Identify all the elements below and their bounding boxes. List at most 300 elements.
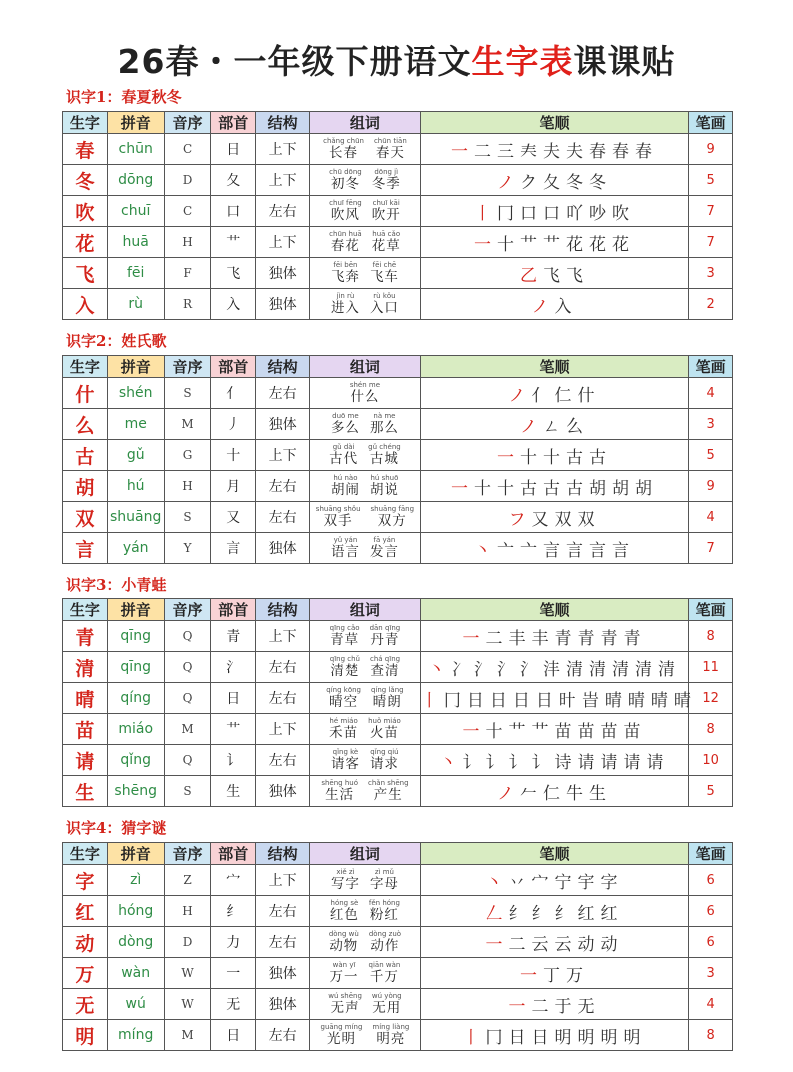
- cell-structure: 独体: [256, 258, 310, 289]
- header-order: 音序: [164, 112, 211, 134]
- cell-char: 春: [63, 134, 108, 165]
- word: [321, 780, 358, 803]
- cell-order: W: [164, 989, 211, 1020]
- cell-strokes: [420, 227, 688, 258]
- word: [331, 475, 360, 498]
- stroke-step: 晴: [650, 690, 668, 711]
- stroke-step: 二: [531, 996, 549, 1017]
- cell-words: [310, 471, 421, 502]
- cell-strokes: [420, 1020, 688, 1051]
- word-pinyin: chǎn shēng: [368, 778, 409, 787]
- table-header-row: [63, 843, 733, 865]
- header-strokes: 笔顺: [420, 356, 688, 378]
- word-pinyin: huǒ miáo: [368, 716, 401, 725]
- cell-words: [310, 865, 421, 896]
- word-text: 语言: [330, 543, 360, 560]
- word: [330, 625, 360, 648]
- cell-radical: 日: [211, 683, 256, 714]
- stroke-step: 仁: [543, 783, 561, 804]
- cell-strokes: [420, 471, 688, 502]
- stroke-step: 艹: [543, 234, 561, 255]
- table-header-row: [63, 599, 733, 621]
- word-group: [310, 993, 420, 1016]
- cell-words: [310, 533, 421, 564]
- word-pinyin: gǔ dài: [332, 442, 355, 451]
- word-text: 发言: [369, 543, 399, 560]
- word-group: [310, 718, 420, 741]
- stroke-step: 十: [520, 447, 538, 468]
- stroke-step: 苗: [600, 721, 618, 742]
- word-group: [310, 413, 420, 436]
- cell-char: 苗: [63, 714, 108, 745]
- stroke-step: 于: [554, 996, 572, 1017]
- cell-structure: 左右: [256, 378, 310, 409]
- word-text: 无声: [330, 999, 360, 1016]
- word: [372, 231, 401, 254]
- stroke-step: 云: [531, 934, 549, 955]
- stroke-step: 飞: [543, 265, 561, 286]
- stroke-step: 氵: [474, 659, 492, 680]
- cell-order: W: [164, 958, 211, 989]
- stroke-step: 乙: [520, 265, 538, 286]
- word-text: 晴空: [329, 693, 359, 710]
- cell-words: [310, 776, 421, 807]
- word-group: [310, 656, 420, 679]
- stroke-step: 夂: [543, 172, 561, 193]
- stroke-step: 丷: [508, 872, 526, 893]
- stroke-step: 二: [485, 628, 503, 649]
- cell-radical: 丿: [211, 409, 256, 440]
- cell-count: 8: [689, 1020, 733, 1051]
- stroke-step: 花: [566, 234, 584, 255]
- word-text: 清楚: [330, 662, 360, 679]
- stroke-step: 古: [566, 478, 584, 499]
- stroke-step: 讠: [462, 752, 480, 773]
- cell-order: Q: [164, 745, 211, 776]
- cell-char: 晴: [63, 683, 108, 714]
- cell-char: 青: [63, 621, 108, 652]
- cell-radical: 力: [211, 927, 256, 958]
- page-title: [0, 40, 793, 84]
- word: [370, 537, 399, 560]
- cell-order: Y: [164, 533, 211, 564]
- stroke-step: 动: [600, 934, 618, 955]
- word-pinyin: zì mǔ: [374, 867, 394, 876]
- stroke-step: 仁: [554, 385, 572, 406]
- cell-words: [310, 258, 421, 289]
- stroke-step: 苗: [577, 721, 595, 742]
- cell-radical: 日: [211, 1020, 256, 1051]
- cell-strokes: [420, 958, 688, 989]
- cell-order: Q: [164, 652, 211, 683]
- word-text: 飞车: [369, 268, 399, 285]
- word: [329, 444, 358, 467]
- word-text: 晴朗: [372, 693, 402, 710]
- cell-structure: 上下: [256, 621, 310, 652]
- cell-structure: 左右: [256, 1020, 310, 1051]
- stroke-step: ノ: [520, 416, 538, 437]
- stroke-step: 日: [508, 1027, 526, 1048]
- section-title: 识字4：猜字谜: [66, 819, 167, 837]
- cell-order: Q: [164, 683, 211, 714]
- word: [370, 413, 399, 436]
- stroke-step: フ: [508, 509, 526, 530]
- stroke-step: 清: [635, 659, 653, 680]
- title-highlight: 生字表: [471, 42, 574, 81]
- stroke-step: 纟: [508, 903, 526, 924]
- cell-strokes: [420, 776, 688, 807]
- cell-pinyin: qǐng: [107, 745, 164, 776]
- stroke-step: 一: [520, 965, 538, 986]
- cell-structure: 左右: [256, 471, 310, 502]
- stroke-step: 口: [520, 203, 538, 224]
- cell-structure: 左右: [256, 502, 310, 533]
- cell-words: [310, 683, 421, 714]
- header-structure: 结构: [256, 843, 310, 865]
- word-pinyin: fā yán: [373, 535, 396, 544]
- stroke-step: 清: [658, 659, 676, 680]
- header-char: 生字: [63, 843, 108, 865]
- cell-radical: 入: [211, 289, 256, 320]
- cell-words: [310, 1020, 421, 1051]
- word-pinyin: wú yòng: [371, 991, 402, 1000]
- cell-words: [310, 289, 421, 320]
- cell-radical: 生: [211, 776, 256, 807]
- stroke-step: 十: [497, 478, 515, 499]
- cell-count: 3: [689, 258, 733, 289]
- header-count: 笔画: [689, 599, 733, 621]
- stroke-step: 无: [577, 996, 595, 1017]
- stroke-step: 晴: [627, 690, 645, 711]
- word-text: 双手: [323, 512, 353, 529]
- cell-structure: 独体: [256, 989, 310, 1020]
- cell-radical: 飞: [211, 258, 256, 289]
- stroke-step: 吵: [589, 203, 607, 224]
- cell-pinyin: hóng: [107, 896, 164, 927]
- cell-structure: 左右: [256, 745, 310, 776]
- table-row: [63, 714, 733, 745]
- table-row: [63, 865, 733, 896]
- word-group: [310, 780, 420, 803]
- cell-order: R: [164, 289, 211, 320]
- cell-pinyin: huā: [107, 227, 164, 258]
- stroke-step: ノ: [531, 296, 549, 317]
- word: [329, 200, 362, 223]
- word-text: 长春: [329, 144, 359, 161]
- word: [329, 931, 359, 954]
- word: [371, 687, 404, 710]
- stroke-step: 宁: [554, 872, 572, 893]
- word-group: [310, 869, 420, 892]
- word: [372, 200, 401, 223]
- stroke-step: 清: [589, 659, 607, 680]
- stroke-step: 明: [554, 1027, 572, 1048]
- word-group: [310, 900, 420, 923]
- stroke-step: 纟: [554, 903, 572, 924]
- word-text: 春天: [375, 144, 405, 161]
- header-strokes: 笔顺: [420, 843, 688, 865]
- cell-structure: 独体: [256, 289, 310, 320]
- word: [368, 444, 401, 467]
- table-row: [63, 927, 733, 958]
- cell-char: 入: [63, 289, 108, 320]
- char-table: [62, 842, 733, 1051]
- word-text: 粉红: [369, 906, 399, 923]
- table-row: [63, 289, 733, 320]
- cell-radical: 月: [211, 471, 256, 502]
- stroke-step: 诗: [554, 752, 572, 773]
- cell-count: 10: [689, 745, 733, 776]
- word-group: [310, 262, 420, 285]
- word: [372, 1024, 409, 1047]
- header-count: 笔画: [689, 843, 733, 865]
- cell-radical: 夂: [211, 165, 256, 196]
- cell-words: [310, 652, 421, 683]
- word: [331, 293, 360, 316]
- word-pinyin: chū dōng: [329, 167, 362, 176]
- cell-char: 双: [63, 502, 108, 533]
- cell-words: [310, 165, 421, 196]
- stroke-step: 丁: [543, 965, 561, 986]
- table-header-row: [63, 112, 733, 134]
- cell-pinyin: míng: [107, 1020, 164, 1051]
- word: [330, 656, 360, 679]
- cell-count: 9: [689, 134, 733, 165]
- word-group: [310, 444, 420, 467]
- stroke-step: 古: [543, 478, 561, 499]
- stroke-step: 旪: [558, 690, 576, 711]
- char-table: [62, 598, 733, 807]
- cell-pinyin: shuāng: [107, 502, 164, 533]
- cell-structure: 左右: [256, 896, 310, 927]
- word-pinyin: qǐng qiú: [370, 747, 399, 756]
- stroke-step: 清: [566, 659, 584, 680]
- word-group: [310, 537, 420, 560]
- stroke-step: 双: [554, 509, 572, 530]
- stroke-step: 夫: [566, 141, 584, 162]
- stroke-step: 亠: [497, 540, 515, 561]
- stroke-step: 讠: [485, 752, 503, 773]
- stroke-step: 二: [474, 141, 492, 162]
- cell-order: M: [164, 714, 211, 745]
- stroke-step: 日: [489, 690, 507, 711]
- stroke-step: 晴: [673, 690, 691, 711]
- cell-count: 7: [689, 196, 733, 227]
- cell-strokes: [420, 652, 688, 683]
- stroke-step: 飞: [566, 265, 584, 286]
- cell-order: D: [164, 165, 211, 196]
- cell-pinyin: rù: [107, 289, 164, 320]
- cell-structure: 独体: [256, 409, 310, 440]
- table-row: [63, 1020, 733, 1051]
- word-text: 千万: [369, 968, 399, 985]
- cell-words: [310, 927, 421, 958]
- stroke-step: 青: [554, 628, 572, 649]
- cell-char: 冬: [63, 165, 108, 196]
- stroke-step: 一: [462, 628, 480, 649]
- word: [328, 993, 362, 1016]
- stroke-step: 请: [577, 752, 595, 773]
- stroke-step: 冫: [451, 659, 469, 680]
- cell-char: 胡: [63, 471, 108, 502]
- cell-pinyin: zì: [107, 865, 164, 896]
- word-pinyin: jìn rù: [336, 291, 355, 300]
- stroke-step: 氵: [497, 659, 515, 680]
- word-pinyin: hóng sè: [330, 898, 359, 907]
- word-text: 丹青: [370, 631, 400, 648]
- cell-structure: 上下: [256, 714, 310, 745]
- cell-order: H: [164, 896, 211, 927]
- stroke-step: 请: [623, 752, 641, 773]
- table-row: [63, 440, 733, 471]
- cell-radical: 纟: [211, 896, 256, 927]
- word-text: 吹风: [330, 206, 360, 223]
- word-pinyin: duō me: [332, 411, 359, 420]
- word: [370, 869, 399, 892]
- cell-strokes: [420, 745, 688, 776]
- word: [372, 169, 401, 192]
- cell-strokes: [420, 289, 688, 320]
- word-pinyin: chūn tiān: [373, 136, 407, 145]
- stroke-step: 入: [554, 296, 572, 317]
- word: [374, 138, 407, 161]
- cell-count: 4: [689, 378, 733, 409]
- cell-count: 6: [689, 927, 733, 958]
- title-suffix: 课课贴: [573, 42, 676, 81]
- stroke-step: 青: [623, 628, 641, 649]
- cell-structure: 上下: [256, 440, 310, 471]
- word: [368, 780, 409, 803]
- word: [331, 413, 360, 436]
- cell-pinyin: hú: [107, 471, 164, 502]
- cell-structure: 上下: [256, 134, 310, 165]
- stroke-step: 言: [589, 540, 607, 561]
- header-order: 音序: [164, 599, 211, 621]
- stroke-step: 牛: [566, 783, 584, 804]
- cell-words: [310, 134, 421, 165]
- stroke-step: 二: [508, 934, 526, 955]
- cell-count: 11: [689, 652, 733, 683]
- word-pinyin: shuāng shǒu: [315, 504, 361, 513]
- stroke-step: 什: [577, 385, 595, 406]
- word-text: 禾苗: [329, 724, 359, 741]
- word-group: [310, 200, 420, 223]
- stroke-step: 日: [466, 690, 484, 711]
- cell-structure: 左右: [256, 927, 310, 958]
- cell-strokes: [420, 134, 688, 165]
- cell-char: 飞: [63, 258, 108, 289]
- cell-pinyin: yán: [107, 533, 164, 564]
- cell-order: H: [164, 471, 211, 502]
- stroke-step: 宀: [531, 872, 549, 893]
- header-pinyin: 拼音: [107, 599, 164, 621]
- word-pinyin: chuī fēng: [329, 198, 362, 207]
- cell-structure: 独体: [256, 958, 310, 989]
- stroke-step: 春: [589, 141, 607, 162]
- stroke-step: 亻: [531, 385, 549, 406]
- stroke-step: 明: [600, 1027, 618, 1048]
- word-group: [310, 138, 420, 161]
- cell-structure: 独体: [256, 533, 310, 564]
- cell-radical: 言: [211, 533, 256, 564]
- word-text: 字母: [369, 875, 399, 892]
- table-row: [63, 471, 733, 502]
- cell-order: M: [164, 409, 211, 440]
- word-group: [310, 231, 420, 254]
- stroke-step: 一: [462, 721, 480, 742]
- stroke-step: 苗: [623, 721, 641, 742]
- header-strokes: 笔顺: [420, 599, 688, 621]
- word-group: [310, 931, 420, 954]
- header-order: 音序: [164, 356, 211, 378]
- stroke-step: 氵: [520, 659, 538, 680]
- cell-strokes: [420, 683, 691, 714]
- stroke-step: 丶: [474, 540, 492, 561]
- cell-words: [310, 196, 421, 227]
- cell-order: D: [164, 927, 211, 958]
- cell-char: 万: [63, 958, 108, 989]
- cell-pinyin: wàn: [107, 958, 164, 989]
- stroke-step: ク: [520, 172, 538, 193]
- word-text: 请客: [330, 755, 360, 772]
- stroke-step: 旹: [581, 690, 599, 711]
- table-row: [63, 134, 733, 165]
- cell-strokes: [420, 989, 688, 1020]
- word-pinyin: qīng chǔ: [329, 654, 360, 663]
- word-pinyin: dòng wù: [328, 929, 359, 938]
- stroke-step: 么: [566, 416, 584, 437]
- header-pinyin: 拼音: [107, 843, 164, 865]
- stroke-step: 丨: [420, 690, 438, 711]
- header-strokes: 笔顺: [420, 112, 688, 134]
- word-text: 吹开: [371, 206, 401, 223]
- word-pinyin: qíng lǎng: [370, 685, 404, 694]
- word: [316, 506, 361, 529]
- word-pinyin: fěn hóng: [368, 898, 400, 907]
- word-pinyin: gǔ chéng: [368, 442, 401, 451]
- stroke-step: 请: [600, 752, 618, 773]
- cell-count: 8: [689, 714, 733, 745]
- word-pinyin: shuāng fāng: [370, 504, 415, 513]
- cell-count: 3: [689, 409, 733, 440]
- cell-char: 请: [63, 745, 108, 776]
- header-structure: 结构: [256, 599, 310, 621]
- cell-structure: 上下: [256, 165, 310, 196]
- table-row: [63, 227, 733, 258]
- cell-char: 动: [63, 927, 108, 958]
- word: [370, 625, 401, 648]
- word: [370, 475, 399, 498]
- word-text: 请求: [369, 755, 399, 772]
- word: [370, 262, 399, 285]
- stroke-step: 万: [566, 965, 584, 986]
- word: [350, 382, 380, 405]
- cell-pinyin: qīng: [107, 621, 164, 652]
- word-text: 那么: [369, 419, 399, 436]
- stroke-step: 清: [612, 659, 630, 680]
- header-order: 音序: [164, 843, 211, 865]
- word-text: 无用: [372, 999, 402, 1016]
- table-row: [63, 533, 733, 564]
- stroke-step: 春: [612, 141, 630, 162]
- word-text: 火苗: [369, 724, 399, 741]
- cell-words: [310, 440, 421, 471]
- stroke-step: 吖: [566, 203, 584, 224]
- header-radical: 部首: [211, 356, 256, 378]
- word: [369, 962, 401, 985]
- stroke-step: 花: [589, 234, 607, 255]
- word: [326, 687, 361, 710]
